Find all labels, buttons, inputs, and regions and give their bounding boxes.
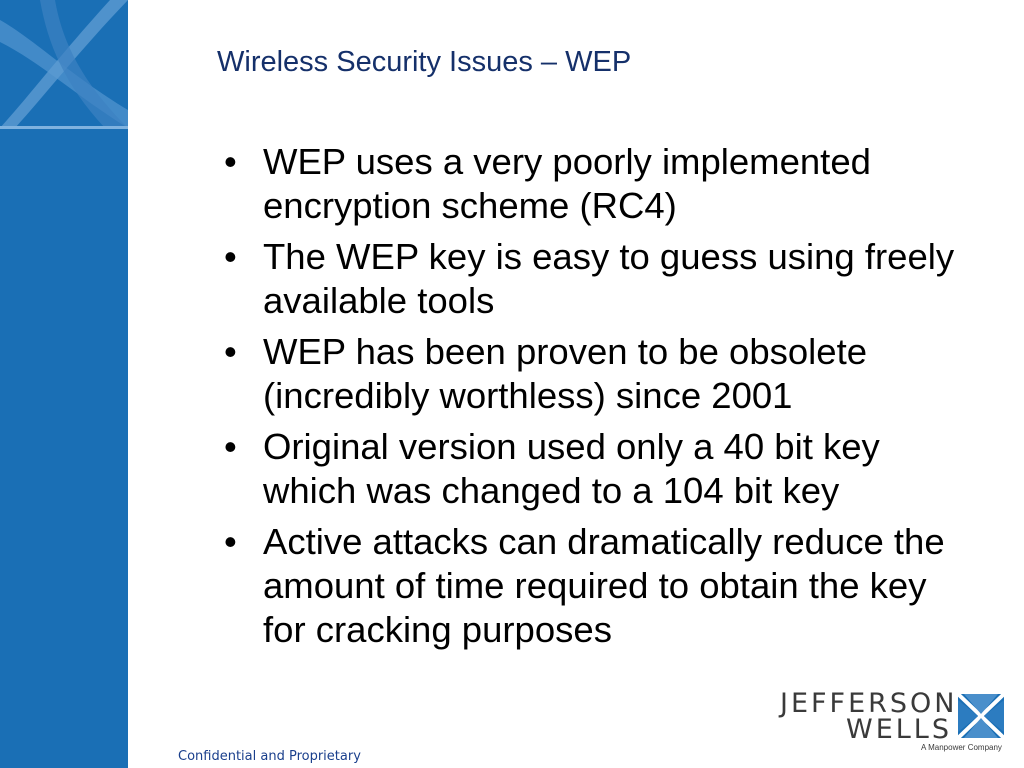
slide-title: Wireless Security Issues – WEP: [217, 46, 632, 78]
bullet-item: [222, 520, 962, 652]
bullet-list: [222, 140, 962, 659]
bullet-item: [222, 330, 962, 418]
bullet-dot: •: [224, 426, 237, 467]
bullet-item: [222, 235, 962, 323]
bullet-item: [222, 425, 962, 513]
bullet-dot: •: [224, 236, 237, 277]
sidebar-band: [0, 0, 128, 768]
company-logo: [780, 688, 1010, 754]
bullet-text: Original version used only a 40 bit key which was changed to a 104 bit key: [263, 426, 880, 511]
logo-line1: JEFFERSON: [780, 688, 958, 719]
bullet-dot: •: [224, 331, 237, 372]
jefferson-wells-x-mark-icon: [958, 694, 1004, 738]
sidebar-swoosh-graphic: [0, 0, 128, 130]
bullet-dot: •: [224, 521, 237, 562]
bullet-dot: •: [224, 141, 237, 182]
bullet-text: The WEP key is easy to guess using freely available tools: [263, 236, 955, 321]
bullet-text: WEP has been proven to be obsolete (incredibly worthless) since 2001: [263, 331, 868, 416]
footer-confidential: Confidential and Proprietary: [178, 749, 361, 764]
logo-tagline: A Manpower Company: [921, 743, 1002, 752]
bullet-text: WEP uses a very poorly implemented encryption scheme (RC4): [263, 141, 871, 226]
logo-line2: WELLS: [846, 714, 952, 745]
bullet-text: Active attacks can dramatically reduce the amount of time required to obtain the key for cracking purposes: [263, 521, 945, 650]
bullet-item: [222, 140, 962, 228]
